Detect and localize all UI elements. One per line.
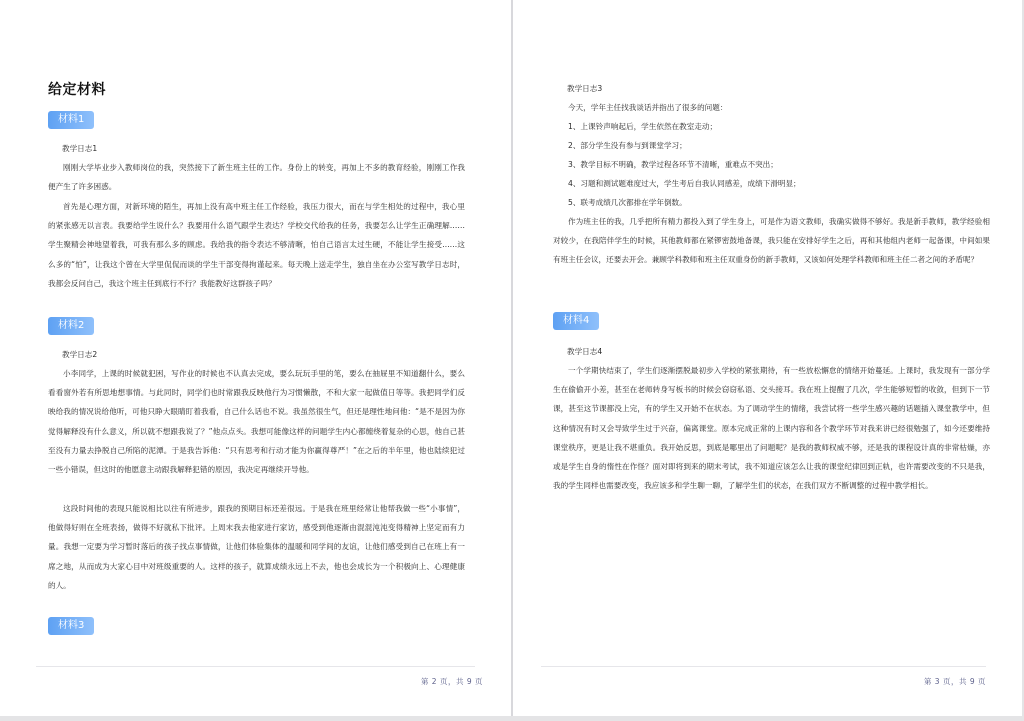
page-number: 第 2 页，共 9 页: [420, 677, 483, 686]
material-2-badge: 材料2: [48, 317, 94, 335]
log-3-item-4: 4、习题和测试题难度过大，学生考后自我认同感差，成绩下滑明显；: [568, 179, 801, 188]
log-4-paragraph: 一个学期快结束了，学生们逐渐摆脱最初步入学校的紧张期待，有一些放松懈怠的情绪开始蔓延。上课时，我发现有一部分学生在偷偷开小差，甚至在老师转身写板书的时候会窃窃私语、交头接耳。我在班上提醒了几次，学生能够短暂的收敛，但到下一节课，甚至这节课都没上完，有的学生又开始不在状态。为了调动学生的情绪，我尝试将一些学生感兴趣的话题插入课堂教学中，但这种情况有时又会导致学生过于兴奋，偏离课堂。原本完成正常的上课内容和各个教学环节对我来讲已经很勉强了，如今还要维持课堂秩序，更是让我不堪重负。我开始反思，到底是哪里出了问题呢？是我的教师权威不够，还是我的课程设计真的非常枯燥，亦或是学生自身的惰性在作怪？面对即将到来的期末考试，我不知道应该怎么让我的课堂纪律回到正轨，也许需要改变的不只是我，我的学生同样也需要改变，我应该多和学生聊一聊，了解学生们的状态，在我们双方不断调整的过程中教学相长。: [553, 366, 990, 491]
log-3-item-5: 5、联考成绩几次都排在学年倒数。: [568, 198, 687, 207]
material-4-badge: 材料4: [553, 312, 599, 330]
page-number: 第 3 页，共 9 页: [923, 677, 986, 686]
log-1-title: 教学日志1: [62, 144, 98, 153]
log-2-paragraph-1: 小李同学，上课的时候就犯困，写作业的时候也不认真去完成，要么玩玩手里的笔，要么在抽屉里不知道翻什么，要么看看窗外若有所思地想事情。与此同时，同学们也时常跟我反映他行为习惯懒散，不和大家一起做值日等等。我把同学们反映给我的情况说给他听，可他只睁大眼睛盯着我看，自己什么话也不说。我虽然很生气，但还是理性地问他：“是不是因为你觉得解释没有什么意义，所以就不想跟我说了？”他点点头。我想可能像这样的问题学生内心都缠绕着复杂的心思，他自己甚至没有力量去挣脱自己所陷的泥潭。于是我告诉他：“只有思考和行动才能为你赢得尊严！”在之后的半年里，他也陆续犯过一些小错误，但这时的他愿意主动跟我解释犯错的原因，我决定再继续开导他。: [48, 369, 465, 475]
page-heading: 给定材料: [48, 82, 106, 98]
log-3-item-1: 1、上课铃声响起后，学生依然在教室走动；: [568, 122, 718, 131]
footer-divider: [541, 666, 986, 667]
log-4-title: 教学日志4: [567, 347, 603, 356]
log-2-paragraph-2: 这段时间他的表现只能说相比以往有所进步，跟我的预期目标还差很远。于是我在班里经常让他帮我做一些“小事情”，他做得好则在全班表扬，做得不好就私下批评。上周末我去他家进行家访，感受到他逐渐由混混沌沌变得精神上坚定而有力量。我想一定要为学习暂时落后的孩子找点事情做，让他们体验集体的温暖和同学间的友谊，让他们感受到自己在班上有一席之地，从而成为大家心目中对班级重要的人。这样的孩子，就算成绩永远上不去，他也会成长为一个积极向上、心理健康的人。: [48, 504, 465, 590]
material-1-badge: 材料1: [48, 111, 94, 129]
footer-divider: [36, 666, 475, 667]
document-page-2: [0, 0, 511, 716]
log-2-title: 教学日志2: [62, 350, 98, 359]
log-1-paragraph-2: 首先是心理方面，对新环境的陌生，再加上没有高中班主任工作经验，我压力很大，而在与学生相处的过程中，我心里的紧张感无以言表。我要给学生说什么？我要用什么语气跟学生表达？学校交代给我的任务，我要怎么让学生正确理解……学生聚精会神地望着我，可我有那么多的顾虑。我给我的指令表达不够清晰，怕自己语言太过生硬，不能让学生接受……这么多的“怕”，让我这个曾在大学里侃侃而谈的学生干部变得拘谨起来。每天晚上送走学生，独自坐在办公室写教学日志时，我都会反问自己，我这个班主任到底行不行？我能教好这群孩子吗？: [48, 202, 465, 288]
log-3-paragraph: 作为班主任的我，几乎把所有精力都投入到了学生身上，可是作为语文教师，我确实做得不够好。我是新手教师，教学经验相对较少，在我陪伴学生的时候，其他教师都在紧锣密鼓地备课，我只能在安排好学生之后，再和其他组内老师一起备课，中间如果有班主任会议，还要去开会。兼顾学科教师和班主任双重身份的新手教师，又该如何处理学科教师和班主任二者之间的矛盾呢？: [553, 217, 990, 265]
log-3-intro: 今天，学年主任找我谈话并指出了很多的问题：: [568, 103, 728, 112]
log-3-title: 教学日志3: [567, 84, 603, 93]
log-3-item-3: 3、教学目标不明确，教学过程各环节不清晰，重难点不突出；: [568, 160, 778, 169]
document-page-3: [513, 0, 1022, 716]
material-3-badge: 材料3: [48, 617, 94, 635]
log-1-paragraph-1: 刚刚大学毕业步入教师岗位的我，突然接下了新生班主任的工作。身份上的转变，再加上不多的教育经验，刚刚工作我便产生了许多困惑。: [48, 163, 465, 192]
log-3-item-2: 2、部分学生没有参与到课堂学习；: [568, 141, 687, 150]
